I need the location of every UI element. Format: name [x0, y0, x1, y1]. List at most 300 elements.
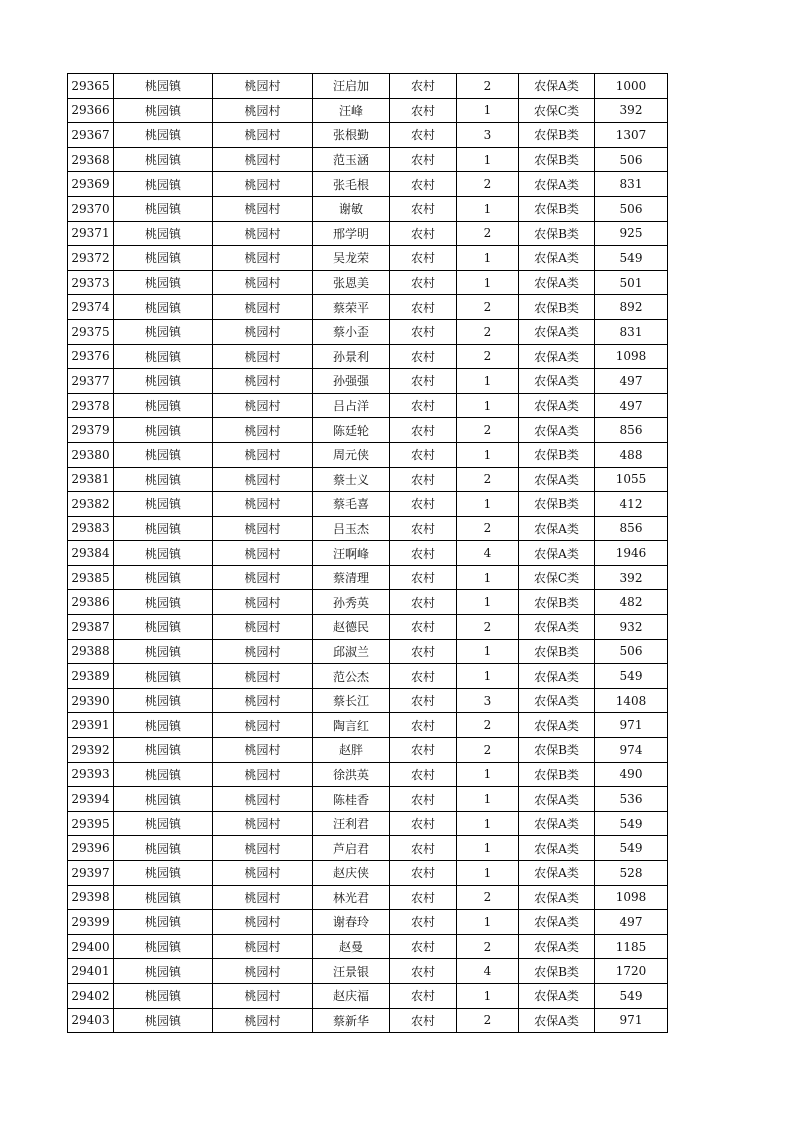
cell-town: 桃园镇 — [114, 787, 213, 812]
cell-village: 桃园村 — [213, 172, 313, 197]
cell-town: 桃园镇 — [114, 147, 213, 172]
cell-area-type: 农村 — [390, 541, 457, 566]
cell-town: 桃园镇 — [114, 688, 213, 713]
cell-area-type: 农村 — [390, 516, 457, 541]
cell-household-size: 1 — [457, 590, 519, 615]
cell-amount: 1098 — [595, 885, 668, 910]
table-row — [68, 934, 668, 959]
cell-row-id: 29377 — [68, 369, 114, 394]
cell-town: 桃园镇 — [114, 1008, 213, 1033]
table-row — [68, 565, 668, 590]
cell-village: 桃园村 — [213, 442, 313, 467]
table-row — [68, 369, 668, 394]
cell-insurance-category: 农保A类 — [519, 74, 595, 99]
cell-insurance-category: 农保A类 — [519, 664, 595, 689]
table-row — [68, 319, 668, 344]
cell-village: 桃园村 — [213, 418, 313, 443]
cell-insurance-category: 农保A类 — [519, 541, 595, 566]
cell-row-id: 29384 — [68, 541, 114, 566]
cell-household-size: 2 — [457, 295, 519, 320]
cell-household-size: 1 — [457, 246, 519, 271]
cell-town: 桃园镇 — [114, 246, 213, 271]
cell-household-size: 1 — [457, 639, 519, 664]
cell-amount: 497 — [595, 393, 668, 418]
cell-amount: 1408 — [595, 688, 668, 713]
cell-insurance-category: 农保B类 — [519, 492, 595, 517]
cell-row-id: 29375 — [68, 319, 114, 344]
cell-person-name: 谢春玲 — [313, 910, 390, 935]
cell-insurance-category: 农保B类 — [519, 762, 595, 787]
cell-household-size: 4 — [457, 959, 519, 984]
cell-village: 桃园村 — [213, 221, 313, 246]
cell-household-size: 2 — [457, 221, 519, 246]
cell-town: 桃园镇 — [114, 639, 213, 664]
cell-area-type: 农村 — [390, 836, 457, 861]
cell-row-id: 29372 — [68, 246, 114, 271]
cell-household-size: 1 — [457, 861, 519, 886]
cell-town: 桃园镇 — [114, 319, 213, 344]
cell-household-size: 2 — [457, 713, 519, 738]
cell-town: 桃园镇 — [114, 590, 213, 615]
table-row — [68, 861, 668, 886]
table-row — [68, 147, 668, 172]
cell-person-name: 汪啊峰 — [313, 541, 390, 566]
cell-town: 桃园镇 — [114, 492, 213, 517]
cell-village: 桃园村 — [213, 295, 313, 320]
cell-insurance-category: 农保A类 — [519, 836, 595, 861]
cell-area-type: 农村 — [390, 74, 457, 99]
cell-row-id: 29370 — [68, 196, 114, 221]
cell-row-id: 29385 — [68, 565, 114, 590]
cell-amount: 925 — [595, 221, 668, 246]
cell-insurance-category: 农保A类 — [519, 270, 595, 295]
cell-household-size: 1 — [457, 270, 519, 295]
cell-town: 桃园镇 — [114, 418, 213, 443]
cell-area-type: 农村 — [390, 664, 457, 689]
cell-row-id: 29376 — [68, 344, 114, 369]
table-row — [68, 1008, 668, 1033]
cell-person-name: 邱淑兰 — [313, 639, 390, 664]
table-row — [68, 295, 668, 320]
cell-town: 桃园镇 — [114, 983, 213, 1008]
cell-row-id: 29374 — [68, 295, 114, 320]
cell-village: 桃园村 — [213, 861, 313, 886]
cell-row-id: 29398 — [68, 885, 114, 910]
cell-town: 桃园镇 — [114, 762, 213, 787]
cell-town: 桃园镇 — [114, 885, 213, 910]
cell-town: 桃园镇 — [114, 295, 213, 320]
cell-person-name: 蔡荣平 — [313, 295, 390, 320]
cell-household-size: 4 — [457, 541, 519, 566]
cell-amount: 1307 — [595, 123, 668, 148]
table-row — [68, 246, 668, 271]
cell-insurance-category: 农保A类 — [519, 319, 595, 344]
cell-area-type: 农村 — [390, 319, 457, 344]
cell-area-type: 农村 — [390, 344, 457, 369]
cell-person-name: 张毛根 — [313, 172, 390, 197]
cell-village: 桃园村 — [213, 319, 313, 344]
cell-insurance-category: 农保A类 — [519, 172, 595, 197]
cell-area-type: 农村 — [390, 147, 457, 172]
cell-town: 桃园镇 — [114, 172, 213, 197]
table-row — [68, 590, 668, 615]
cell-village: 桃园村 — [213, 196, 313, 221]
cell-amount: 536 — [595, 787, 668, 812]
cell-row-id: 29389 — [68, 664, 114, 689]
cell-area-type: 农村 — [390, 295, 457, 320]
table-row — [68, 442, 668, 467]
cell-row-id: 29387 — [68, 615, 114, 640]
cell-insurance-category: 农保B类 — [519, 639, 595, 664]
cell-person-name: 蔡清理 — [313, 565, 390, 590]
cell-household-size: 1 — [457, 836, 519, 861]
table-row — [68, 738, 668, 763]
cell-village: 桃园村 — [213, 147, 313, 172]
beneficiary-table — [67, 73, 668, 1033]
cell-insurance-category: 农保A类 — [519, 1008, 595, 1033]
cell-village: 桃园村 — [213, 270, 313, 295]
cell-village: 桃园村 — [213, 738, 313, 763]
cell-insurance-category: 农保A类 — [519, 246, 595, 271]
cell-village: 桃园村 — [213, 713, 313, 738]
cell-amount: 506 — [595, 639, 668, 664]
cell-household-size: 1 — [457, 565, 519, 590]
cell-household-size: 3 — [457, 688, 519, 713]
cell-area-type: 农村 — [390, 811, 457, 836]
cell-insurance-category: 农保A类 — [519, 418, 595, 443]
cell-row-id: 29395 — [68, 811, 114, 836]
cell-area-type: 农村 — [390, 861, 457, 886]
cell-village: 桃园村 — [213, 615, 313, 640]
cell-amount: 392 — [595, 98, 668, 123]
cell-village: 桃园村 — [213, 959, 313, 984]
cell-amount: 971 — [595, 713, 668, 738]
cell-person-name: 赵庆福 — [313, 983, 390, 1008]
cell-insurance-category: 农保B类 — [519, 147, 595, 172]
cell-household-size: 1 — [457, 762, 519, 787]
cell-household-size: 2 — [457, 344, 519, 369]
table-row — [68, 492, 668, 517]
cell-village: 桃园村 — [213, 123, 313, 148]
cell-person-name: 张恩美 — [313, 270, 390, 295]
cell-insurance-category: 农保B类 — [519, 738, 595, 763]
cell-household-size: 2 — [457, 516, 519, 541]
cell-village: 桃园村 — [213, 492, 313, 517]
cell-insurance-category: 农保A类 — [519, 861, 595, 886]
cell-insurance-category: 农保B类 — [519, 590, 595, 615]
cell-town: 桃园镇 — [114, 664, 213, 689]
cell-household-size: 2 — [457, 885, 519, 910]
cell-insurance-category: 农保A类 — [519, 516, 595, 541]
cell-area-type: 农村 — [390, 787, 457, 812]
cell-row-id: 29368 — [68, 147, 114, 172]
cell-amount: 412 — [595, 492, 668, 517]
cell-village: 桃园村 — [213, 541, 313, 566]
cell-household-size: 1 — [457, 369, 519, 394]
table-row — [68, 787, 668, 812]
table-row — [68, 688, 668, 713]
table-row — [68, 393, 668, 418]
cell-person-name: 谢敏 — [313, 196, 390, 221]
cell-area-type: 农村 — [390, 246, 457, 271]
table-row — [68, 762, 668, 787]
table-row — [68, 885, 668, 910]
cell-area-type: 农村 — [390, 467, 457, 492]
cell-insurance-category: 农保C类 — [519, 98, 595, 123]
cell-household-size: 1 — [457, 442, 519, 467]
cell-amount: 490 — [595, 762, 668, 787]
cell-household-size: 1 — [457, 983, 519, 1008]
cell-row-id: 29369 — [68, 172, 114, 197]
cell-area-type: 农村 — [390, 123, 457, 148]
cell-town: 桃园镇 — [114, 811, 213, 836]
table-row — [68, 615, 668, 640]
cell-row-id: 29378 — [68, 393, 114, 418]
cell-amount: 488 — [595, 442, 668, 467]
cell-row-id: 29403 — [68, 1008, 114, 1033]
cell-amount: 974 — [595, 738, 668, 763]
cell-town: 桃园镇 — [114, 910, 213, 935]
cell-insurance-category: 农保B类 — [519, 123, 595, 148]
cell-village: 桃园村 — [213, 467, 313, 492]
cell-village: 桃园村 — [213, 762, 313, 787]
cell-village: 桃园村 — [213, 344, 313, 369]
table-row — [68, 541, 668, 566]
cell-person-name: 张根勤 — [313, 123, 390, 148]
cell-town: 桃园镇 — [114, 565, 213, 590]
cell-person-name: 徐洪英 — [313, 762, 390, 787]
cell-village: 桃园村 — [213, 565, 313, 590]
cell-amount: 1098 — [595, 344, 668, 369]
cell-town: 桃园镇 — [114, 861, 213, 886]
cell-row-id: 29390 — [68, 688, 114, 713]
cell-village: 桃园村 — [213, 787, 313, 812]
cell-person-name: 蔡新华 — [313, 1008, 390, 1033]
table-row — [68, 664, 668, 689]
cell-row-id: 29400 — [68, 934, 114, 959]
cell-area-type: 农村 — [390, 270, 457, 295]
cell-row-id: 29402 — [68, 983, 114, 1008]
table-row — [68, 639, 668, 664]
cell-amount: 506 — [595, 196, 668, 221]
cell-town: 桃园镇 — [114, 541, 213, 566]
table-row — [68, 713, 668, 738]
cell-person-name: 孙秀英 — [313, 590, 390, 615]
cell-village: 桃园村 — [213, 811, 313, 836]
cell-amount: 497 — [595, 910, 668, 935]
table-row — [68, 959, 668, 984]
cell-person-name: 范玉涵 — [313, 147, 390, 172]
cell-person-name: 汪景银 — [313, 959, 390, 984]
cell-area-type: 农村 — [390, 738, 457, 763]
cell-household-size: 1 — [457, 98, 519, 123]
cell-village: 桃园村 — [213, 393, 313, 418]
cell-household-size: 2 — [457, 418, 519, 443]
table-row — [68, 467, 668, 492]
cell-household-size: 1 — [457, 910, 519, 935]
cell-area-type: 农村 — [390, 688, 457, 713]
cell-area-type: 农村 — [390, 221, 457, 246]
cell-amount: 1000 — [595, 74, 668, 99]
table-row — [68, 811, 668, 836]
table-row — [68, 221, 668, 246]
table-row — [68, 344, 668, 369]
cell-insurance-category: 农保A类 — [519, 393, 595, 418]
cell-person-name: 芦启君 — [313, 836, 390, 861]
table-row — [68, 836, 668, 861]
cell-household-size: 1 — [457, 393, 519, 418]
cell-row-id: 29379 — [68, 418, 114, 443]
cell-row-id: 29394 — [68, 787, 114, 812]
cell-town: 桃园镇 — [114, 270, 213, 295]
cell-person-name: 汪启加 — [313, 74, 390, 99]
cell-village: 桃园村 — [213, 98, 313, 123]
cell-area-type: 农村 — [390, 762, 457, 787]
cell-household-size: 2 — [457, 467, 519, 492]
cell-area-type: 农村 — [390, 98, 457, 123]
cell-village: 桃园村 — [213, 885, 313, 910]
cell-insurance-category: 农保A类 — [519, 910, 595, 935]
cell-person-name: 蔡士义 — [313, 467, 390, 492]
cell-area-type: 农村 — [390, 1008, 457, 1033]
cell-town: 桃园镇 — [114, 442, 213, 467]
cell-insurance-category: 农保A类 — [519, 787, 595, 812]
cell-amount: 971 — [595, 1008, 668, 1033]
table-row — [68, 516, 668, 541]
table-row — [68, 270, 668, 295]
cell-village: 桃园村 — [213, 590, 313, 615]
table-row — [68, 74, 668, 99]
cell-area-type: 农村 — [390, 492, 457, 517]
cell-person-name: 范公杰 — [313, 664, 390, 689]
cell-area-type: 农村 — [390, 885, 457, 910]
cell-area-type: 农村 — [390, 639, 457, 664]
cell-row-id: 29380 — [68, 442, 114, 467]
cell-village: 桃园村 — [213, 664, 313, 689]
cell-household-size: 2 — [457, 172, 519, 197]
cell-household-size: 1 — [457, 811, 519, 836]
cell-village: 桃园村 — [213, 639, 313, 664]
cell-town: 桃园镇 — [114, 221, 213, 246]
cell-insurance-category: 农保B类 — [519, 221, 595, 246]
cell-town: 桃园镇 — [114, 123, 213, 148]
cell-household-size: 1 — [457, 787, 519, 812]
cell-area-type: 农村 — [390, 615, 457, 640]
cell-amount: 482 — [595, 590, 668, 615]
cell-household-size: 1 — [457, 492, 519, 517]
cell-area-type: 农村 — [390, 713, 457, 738]
cell-household-size: 2 — [457, 934, 519, 959]
cell-amount: 1185 — [595, 934, 668, 959]
cell-row-id: 29392 — [68, 738, 114, 763]
cell-village: 桃园村 — [213, 369, 313, 394]
cell-person-name: 蔡小歪 — [313, 319, 390, 344]
cell-person-name: 赵德民 — [313, 615, 390, 640]
cell-amount: 1055 — [595, 467, 668, 492]
cell-person-name: 林光君 — [313, 885, 390, 910]
cell-insurance-category: 农保A类 — [519, 713, 595, 738]
cell-village: 桃园村 — [213, 934, 313, 959]
cell-row-id: 29365 — [68, 74, 114, 99]
cell-insurance-category: 农保A类 — [519, 615, 595, 640]
cell-town: 桃园镇 — [114, 344, 213, 369]
cell-amount: 856 — [595, 516, 668, 541]
cell-town: 桃园镇 — [114, 467, 213, 492]
cell-insurance-category: 农保A类 — [519, 811, 595, 836]
table-row — [68, 123, 668, 148]
cell-person-name: 赵曼 — [313, 934, 390, 959]
cell-area-type: 农村 — [390, 442, 457, 467]
table-row — [68, 196, 668, 221]
cell-household-size: 2 — [457, 319, 519, 344]
cell-village: 桃园村 — [213, 516, 313, 541]
cell-town: 桃园镇 — [114, 98, 213, 123]
cell-household-size: 2 — [457, 1008, 519, 1033]
cell-person-name: 赵庆侠 — [313, 861, 390, 886]
cell-person-name: 陈桂香 — [313, 787, 390, 812]
cell-row-id: 29367 — [68, 123, 114, 148]
cell-town: 桃园镇 — [114, 738, 213, 763]
cell-row-id: 29366 — [68, 98, 114, 123]
cell-person-name: 吴龙荣 — [313, 246, 390, 271]
cell-amount: 528 — [595, 861, 668, 886]
cell-insurance-category: 农保C类 — [519, 565, 595, 590]
cell-amount: 392 — [595, 565, 668, 590]
table-row — [68, 418, 668, 443]
cell-amount: 497 — [595, 369, 668, 394]
cell-household-size: 2 — [457, 615, 519, 640]
table-row — [68, 910, 668, 935]
cell-area-type: 农村 — [390, 959, 457, 984]
cell-household-size: 1 — [457, 664, 519, 689]
cell-amount: 549 — [595, 246, 668, 271]
cell-insurance-category: 农保B类 — [519, 196, 595, 221]
cell-amount: 831 — [595, 172, 668, 197]
cell-village: 桃园村 — [213, 74, 313, 99]
cell-amount: 1720 — [595, 959, 668, 984]
cell-insurance-category: 农保B类 — [519, 442, 595, 467]
cell-row-id: 29397 — [68, 861, 114, 886]
cell-person-name: 蔡毛喜 — [313, 492, 390, 517]
cell-insurance-category: 农保A类 — [519, 983, 595, 1008]
cell-area-type: 农村 — [390, 934, 457, 959]
cell-amount: 506 — [595, 147, 668, 172]
cell-village: 桃园村 — [213, 688, 313, 713]
cell-household-size: 1 — [457, 196, 519, 221]
cell-town: 桃园镇 — [114, 393, 213, 418]
cell-insurance-category: 农保B类 — [519, 959, 595, 984]
cell-person-name: 吕玉杰 — [313, 516, 390, 541]
cell-person-name: 孙强强 — [313, 369, 390, 394]
cell-area-type: 农村 — [390, 369, 457, 394]
cell-row-id: 29371 — [68, 221, 114, 246]
cell-row-id: 29373 — [68, 270, 114, 295]
cell-row-id: 29381 — [68, 467, 114, 492]
cell-village: 桃园村 — [213, 246, 313, 271]
cell-person-name: 汪利君 — [313, 811, 390, 836]
cell-household-size: 2 — [457, 74, 519, 99]
cell-insurance-category: 农保A类 — [519, 344, 595, 369]
cell-area-type: 农村 — [390, 196, 457, 221]
cell-row-id: 29388 — [68, 639, 114, 664]
cell-person-name: 孙景利 — [313, 344, 390, 369]
cell-town: 桃园镇 — [114, 836, 213, 861]
cell-amount: 1946 — [595, 541, 668, 566]
cell-person-name: 陈廷轮 — [313, 418, 390, 443]
cell-village: 桃园村 — [213, 910, 313, 935]
cell-household-size: 2 — [457, 738, 519, 763]
cell-area-type: 农村 — [390, 565, 457, 590]
